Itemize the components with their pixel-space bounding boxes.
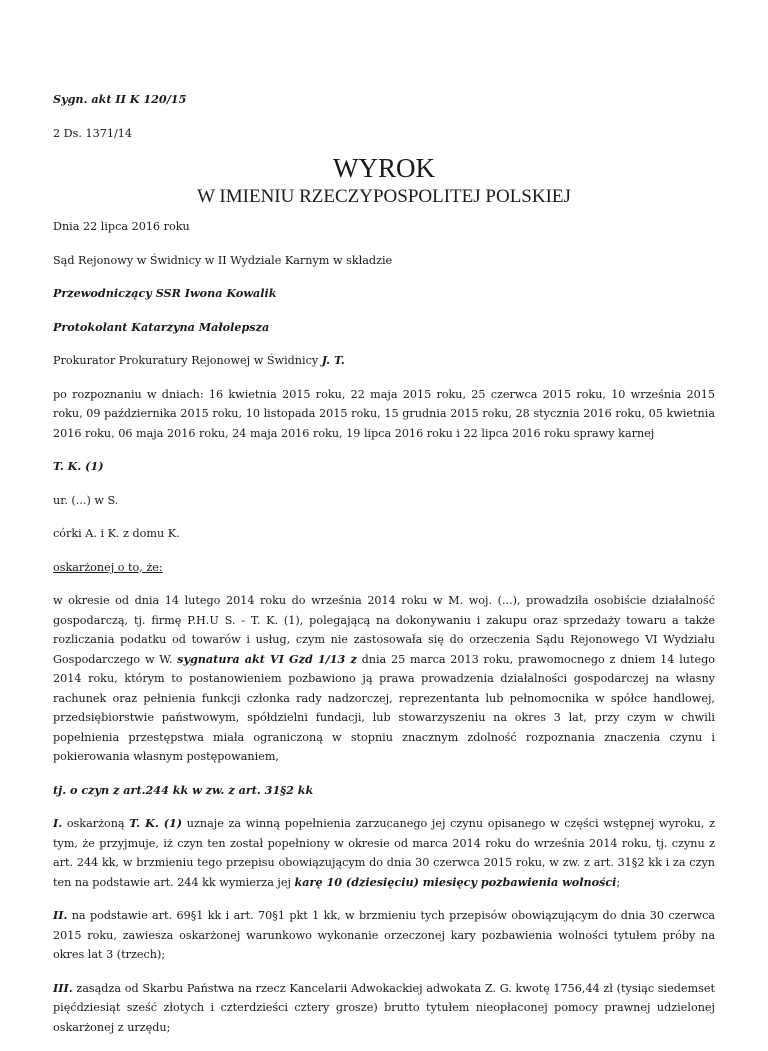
case-number: Sygn. akt II K 120/15 [53, 92, 187, 106]
ruling-2-text: na podstawie art. 69§1 kk i art. 70§1 pkt 1 kk, w brzmieniu tych przepisów obowiązującym do dnia 30 czerwca 2015 roku, zawiesza oskarżonej warunkowo wykonanie orzeczonej kary pozbawienia wolności tytułem próby na okres lat 3 (trzech); [53, 909, 715, 961]
prosecutor-line [53, 351, 715, 371]
legal-qualification: tj. o czyn z art.244 kk w zw. z art. 31§2 kk [53, 782, 314, 797]
accused-label: oskarżonej o to, że: [53, 560, 163, 574]
ds-number: 2 Ds. 1371/14 [53, 126, 132, 140]
prosecutor-prefix: Prokurator Prokuratury Rejonowej w Świdnicy [53, 354, 322, 367]
charge-case-ref: sygnatura akt VI Gzd 1/13 z [177, 651, 357, 666]
charge-text-c: dnia 25 marca 2013 roku, prawomocnego z dniem 14 lutego 2014 roku, którym to postanowieniem pozbawiono ją prawa prowadzenia działalności gospodarczej na własny rachunek oraz pełnienia funkcji członka rady nadzorczej, reprezentanta lub pełnomocnika w spółce handlowej, przedsiębiorstwie państwowym, spółdzielni fundacji, lub stowarzyszeniu na okres 3 lat, przy czym w chwili popełnienia przestępstwa miała ograniczoną w stopniu znacznym zdolność rozpoznania znaczenia czynu i pokierowania własnym postępowaniem, [53, 652, 715, 763]
ruling-1-number: I. [53, 816, 63, 830]
ruling-1-penalty: karę 10 (dziesięciu) miesięcy pozbawienia wolności [294, 874, 617, 889]
defendant-name: T. K. (1) [53, 459, 104, 473]
court-name: Sąd Rejonowy w Świdnicy w II Wydziale Karnym w składzie [53, 253, 393, 267]
page-title: WYROK [333, 153, 435, 183]
judgment-date: Dnia 22 lipca 2016 roku [53, 220, 190, 233]
defendant-parents: córki A. i K. z domu K. [53, 527, 180, 540]
ruling-1-text-a: oskarżoną [62, 817, 130, 830]
ruling-3-number: III. [53, 980, 73, 995]
defendant-birth: ur. (...) w S. [53, 493, 119, 507]
ruling-2 [53, 906, 715, 965]
ruling-2-number: II. [53, 908, 68, 922]
page-subtitle: W IMIENIU RZECZYPOSPOLITEJ POLSKIEJ [197, 186, 571, 207]
charge-text-a: w okresie od dnia 14 lutego 2014 roku do września 2014 roku w M. woj. (...), prowadziła osobiście działalność gospodarczą, tj. firmę P.H.U S. - T. K. (1), polegającą na dokonywaniu i zakupu oraz sprzedaży towaru a także rozliczania podatku od towarów i usług, czym nie zastosowała się do orzeczenia Sądu Rejonowego VI Wydziału Gospodarczego w W. [53, 594, 715, 666]
ruling-3-text: zasądza od Skarbu Państwa na rzecz Kancelarii Adwokackiej adwokata Z. G. kwotę 1756,44 zł (tysiąc siedemset pięćdziesiąt sześć złotych i czterdzieści cztery grosze) brutto tytułem nieopłaconej pomocy prawnej udzielonej oskarżonej z urzędu; [53, 981, 715, 1034]
ruling-1-text-b: uznaje za winną popełnienia zarzucanego jej czynu opisanego w części wstępnej wyroku, z tym, że przyjmuje, iż czyn ten został popełniony w okresie od marca 2014 roku do września 2014 roku, tj. czynu z art. 244 kk, w brzmieniu tego przepisu obowiązującym do dnia 30 czerwca 2015 roku, w zw. z art. 31§2 kk i za czyn ten na podstawie art. 244 kk wymierza jej [53, 817, 715, 889]
ruling-1-defendant: T. K. (1) [129, 816, 183, 830]
ruling-1 [53, 814, 715, 892]
charge-description [53, 591, 715, 767]
judgment-document [53, 90, 715, 1051]
hearing-dates: po rozpoznaniu w dniach: 16 kwietnia 2015 roku, 22 maja 2015 roku, 25 czerwca 2015 roku, 10 września 2015 roku, 09 października 2015 roku, 10 listopada 2015 roku, 15 grudnia 2015 roku, 28 stycznia 2016 roku, 05 kwietnia 2016 roku, 06 maja 2016 roku, 24 maja 2016 roku, 19 lipca 2016 roku i 22 lipca 2016 roku sprawy karnej [53, 387, 715, 440]
presiding-judge: Przewodniczący SSR Iwona Kowalik [53, 286, 277, 300]
court-clerk: Protokolant Katarzyna Małolepsza [53, 319, 270, 334]
ruling-1-end: ; [616, 875, 621, 889]
prosecutor-name: J. T. [321, 353, 345, 367]
ruling-3 [53, 979, 715, 1038]
